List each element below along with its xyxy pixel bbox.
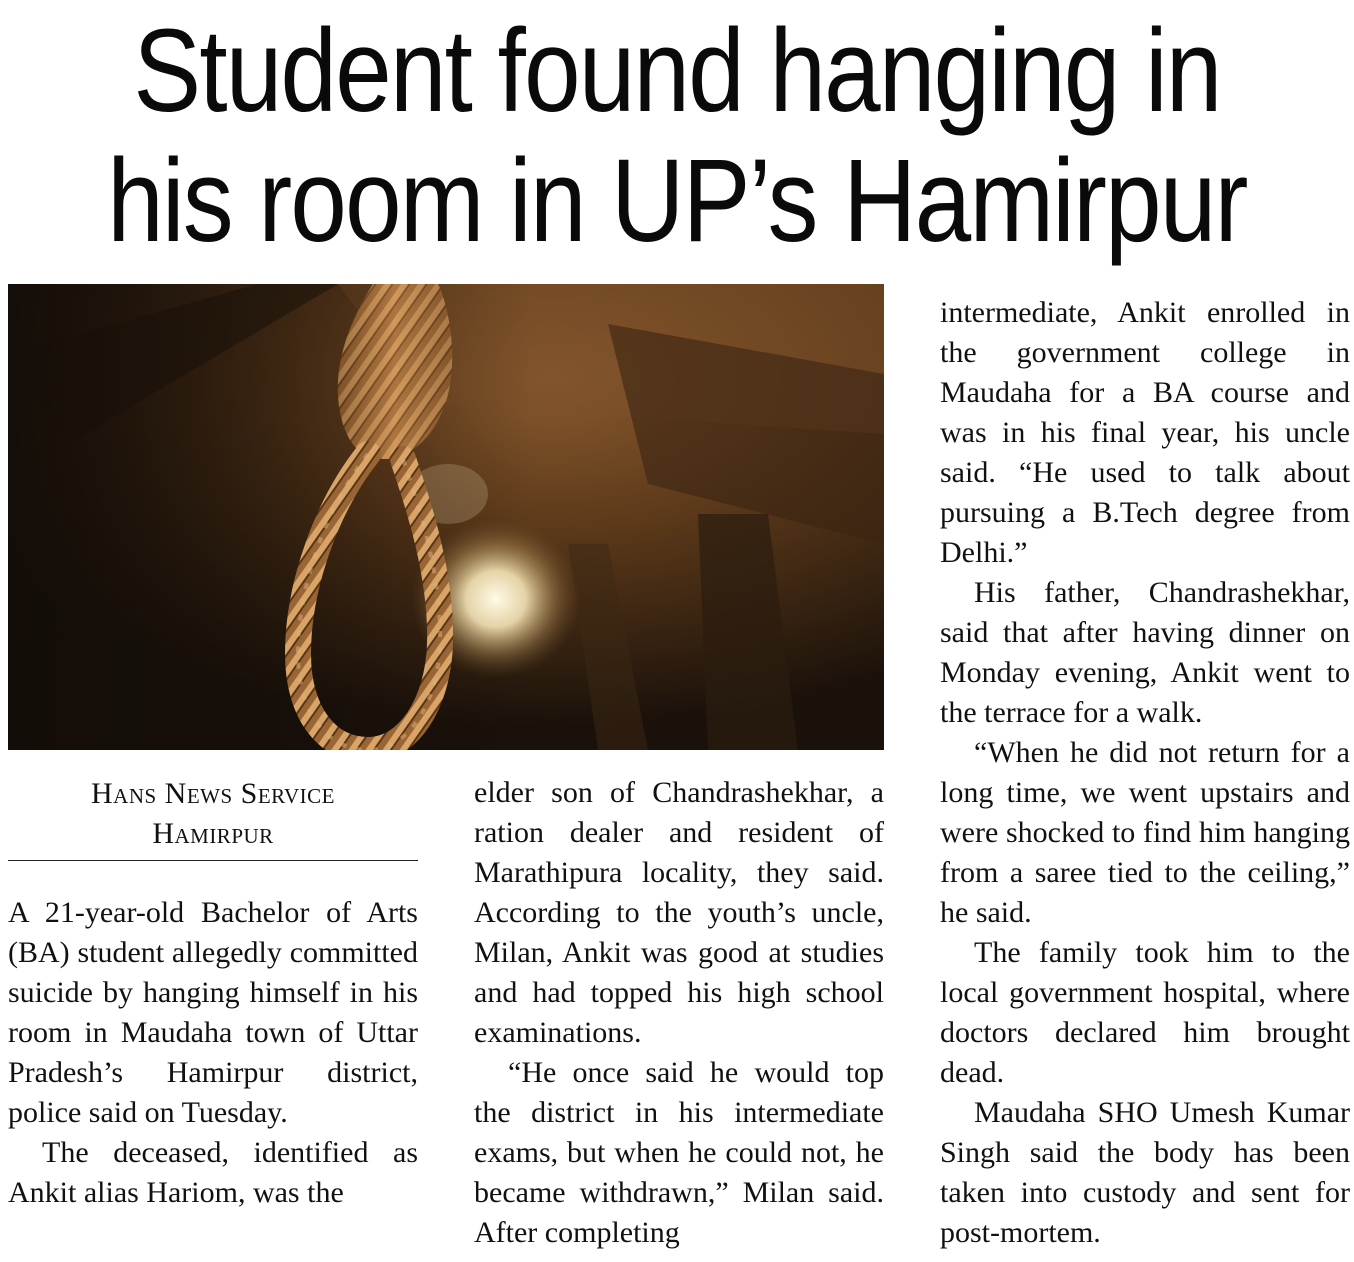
byline-place: Hamirpur: [152, 817, 274, 850]
article-column-1: [8, 893, 418, 1213]
noose-illustration: [8, 284, 884, 750]
article-paragraph: The deceased, identified as Ankit alias Hariom, was the: [8, 1136, 418, 1209]
article-paragraph: “When he did not return for a long time, we went upstairs and were shocked to find him hanging from a saree tied to the ceiling,” he said.: [940, 736, 1350, 929]
article-paragraph: intermediate, Ankit enrolled in the government college in Maudaha for a BA course and was in his final year, his uncle said. “He used to talk about pursuing a B.Tech degree from Delhi.”: [940, 296, 1350, 569]
byline-divider: [8, 860, 418, 861]
article-paragraph: elder son of Chandrashekhar, a ration dealer and resident of Marathipura locality, they said. According to the youth’s uncle, Milan, Ankit was good at studies and had topped his high school examinations.: [474, 776, 884, 1049]
article-column-3: [940, 293, 1350, 1253]
article-column-2: [474, 773, 884, 1253]
article-paragraph: “He once said he would top the district in his intermediate exams, but when he could not, he became withdrawn,” Milan said. After completing: [474, 1056, 884, 1249]
headline: [95, 0, 1259, 276]
article-paragraph: His father, Chandrashekhar, said that after having dinner on Monday evening, Ankit went to the terrace for a walk.: [940, 576, 1350, 729]
headline-line-1: Student found hanging in: [133, 5, 1221, 137]
article-paragraph: A 21-year-old Bachelor of Arts (BA) student allegedly committed suicide by hanging himself in his room in Maudaha town of Uttar Pradesh’s Hamirpur district, police said on Tuesday.: [8, 896, 418, 1129]
article-paragraph: Maudaha SHO Umesh Kumar Singh said the body has been taken into custody and sent for post-mortem.: [940, 1096, 1350, 1249]
byline: [8, 774, 418, 854]
headline-line-2: his room in UP’s Hamirpur: [107, 135, 1247, 267]
article-paragraph: The family took him to the local government hospital, where doctors declared him brought dead.: [940, 936, 1350, 1089]
byline-agency: Hans News Service: [91, 777, 335, 810]
noose-photo: [8, 284, 884, 750]
